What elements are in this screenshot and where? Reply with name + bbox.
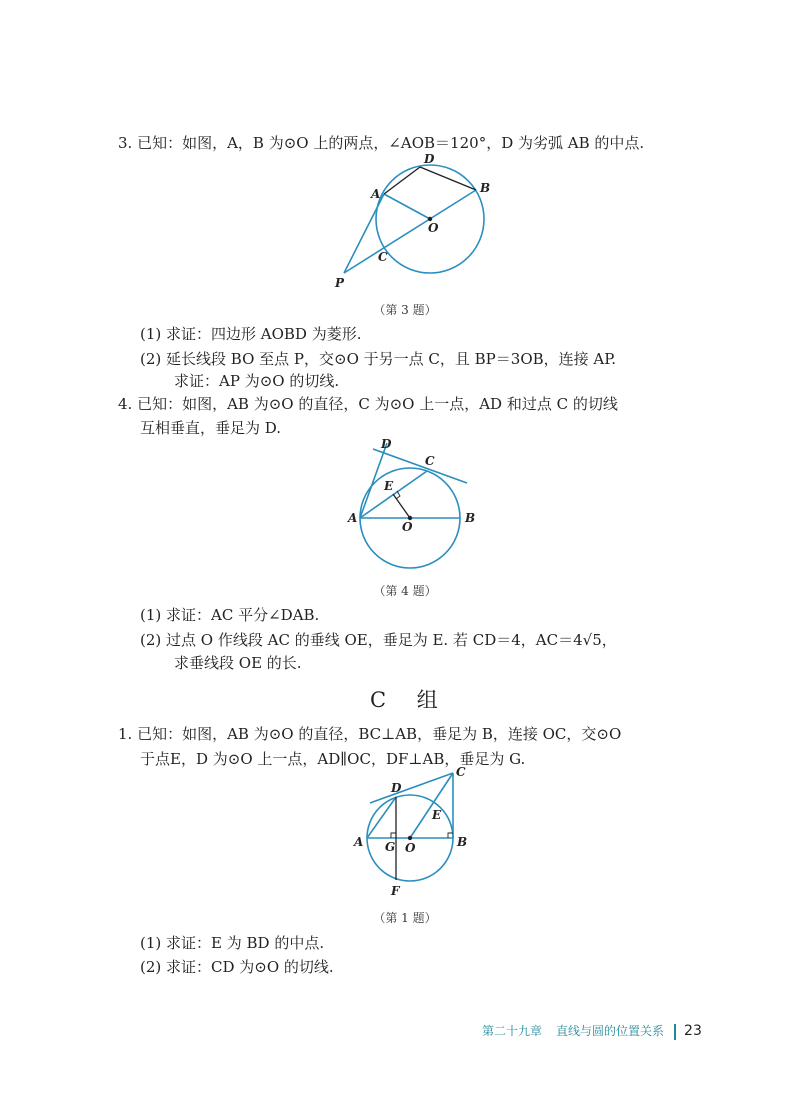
label-b: B	[480, 181, 491, 195]
problem-c1-statement-cont: 于点E，D 为⊙O 上一点，AD∥OC，DF⊥AB，垂足为 G.	[140, 750, 526, 768]
problem-3-figure	[330, 150, 500, 295]
label-o: O	[402, 520, 413, 534]
chapter-label: 第二十九章	[482, 1024, 543, 1038]
label-b: B	[457, 835, 468, 849]
label-o: O	[428, 221, 439, 235]
label-b: B	[465, 511, 476, 525]
label-d: D	[424, 152, 435, 166]
label-o: O	[405, 841, 416, 855]
problem-4-part-2: (2) 过点 O 作线段 AC 的垂线 OE，垂足为 E. 若 CD＝4，AC＝4√5，	[140, 631, 617, 649]
label-c: C	[378, 250, 388, 264]
problem-3-statement: 3. 已知：如图，A，B 为⊙O 上的两点，∠AOB＝120°，D 为劣弧 AB 的中点.	[118, 134, 645, 152]
problem-c1-statement: 1. 已知：如图，AB 为⊙O 的直径，BC⊥AB，垂足为 B，连接 OC，交⊙O	[118, 725, 622, 743]
label-d: D	[391, 781, 402, 795]
label-f: F	[391, 884, 400, 898]
problem-4-caption: （第 4 题）	[373, 584, 437, 598]
segment-oe	[393, 494, 410, 518]
problem-3-part-2-cont: 求证：AP 为⊙O 的切线.	[174, 372, 340, 390]
center-point	[408, 836, 412, 840]
segment-ao	[384, 194, 430, 219]
label-d: D	[381, 437, 392, 451]
problem-c1-figure	[350, 763, 480, 903]
label-c: C	[456, 765, 466, 779]
problem-c1-part-1: (1) 求证：E 为 BD 的中点.	[140, 934, 325, 952]
problem-4-part-1: (1) 求证：AC 平分∠DAB.	[140, 606, 320, 624]
label-a: A	[354, 835, 364, 849]
segment-ad	[360, 443, 387, 518]
chapter-title: 直线与圆的位置关系	[556, 1024, 665, 1038]
tangent-line	[373, 449, 467, 483]
label-g: G	[385, 840, 396, 854]
problem-c1-caption: （第 1 题）	[373, 911, 437, 925]
problem-4-part-2-cont: 求垂线段 OE 的长.	[174, 654, 302, 672]
page-number: 23	[684, 1023, 702, 1039]
page-footer	[482, 1022, 702, 1040]
segment-cd	[370, 773, 453, 803]
problem-4-statement-cont: 互相垂直，垂足为 D.	[140, 419, 282, 437]
label-c: C	[425, 454, 435, 468]
label-a: A	[371, 187, 381, 201]
label-e: E	[384, 479, 394, 493]
segment-bp	[344, 190, 476, 273]
problem-c1-part-2: (2) 求证：CD 为⊙O 的切线.	[140, 958, 334, 976]
segment-oc	[410, 773, 453, 838]
label-e: E	[432, 808, 442, 822]
group-c-title: C 组	[370, 688, 450, 712]
footer-divider	[674, 1024, 676, 1040]
problem-3-part-2: (2) 延长线段 BO 至点 P，交⊙O 于另一点 C，且 BP＝3OB，连接 AP.	[140, 350, 617, 368]
label-a: A	[348, 511, 358, 525]
problem-3-caption: （第 3 题）	[373, 303, 437, 317]
problem-4-figure	[335, 435, 495, 575]
problem-4-statement: 4. 已知：如图，AB 为⊙O 的直径，C 为⊙O 上一点，AD 和过点 C 的切线	[118, 395, 618, 413]
segment-ad	[384, 167, 420, 194]
problem-3-part-1: (1) 求证：四边形 AOBD 为菱形.	[140, 325, 362, 343]
label-p: P	[335, 276, 345, 290]
segment-db	[420, 167, 476, 190]
